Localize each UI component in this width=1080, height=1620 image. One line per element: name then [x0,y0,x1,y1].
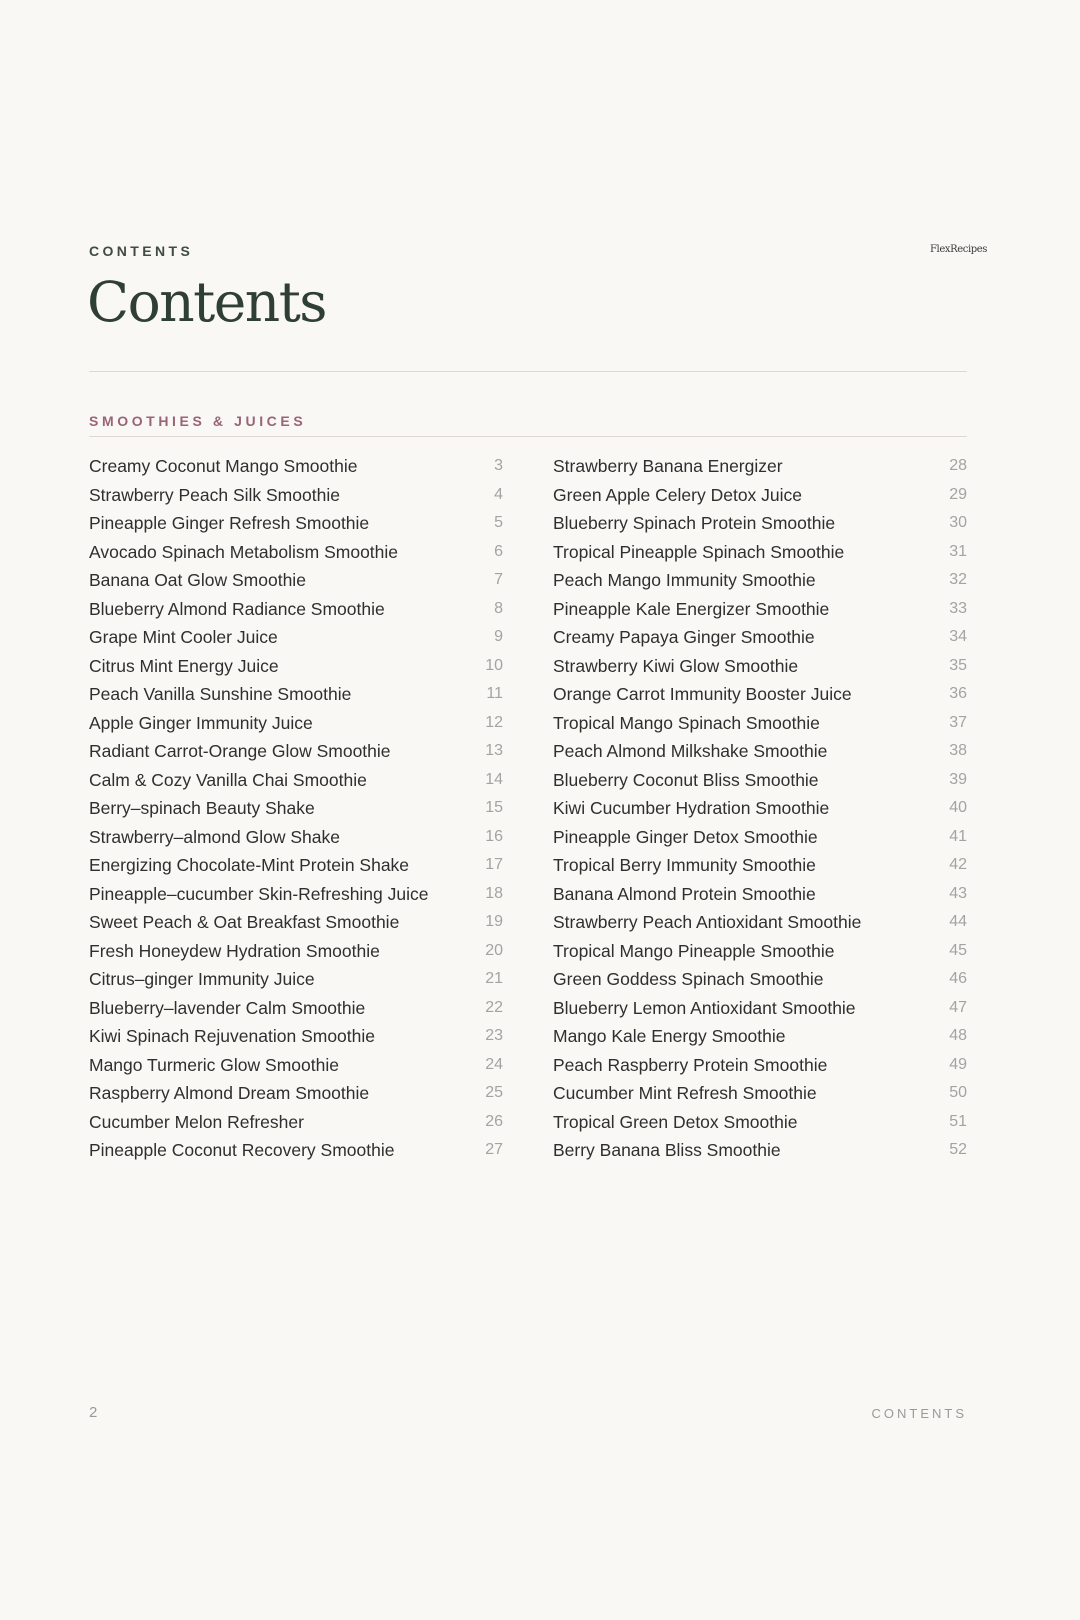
toc-entry-title: Blueberry Almond Radiance Smoothie [89,598,385,619]
toc-entry-page-number: 19 [485,913,503,930]
toc-entry[interactable] [553,1051,967,1080]
toc-entry[interactable] [553,851,967,880]
toc-entry-title: Peach Raspberry Protein Smoothie [553,1054,828,1075]
toc-entry-page-number: 20 [485,941,503,959]
section-divider [89,436,967,437]
toc-entry[interactable] [553,1022,967,1051]
footer-page-number: 2 [89,1404,98,1421]
toc-entry[interactable] [553,823,967,852]
toc-entry-title: Tropical Mango Pineapple Smoothie [553,940,835,961]
toc-entry-page-number: 12 [485,713,503,731]
toc-entry-page-number: 16 [485,827,503,845]
toc-entry-page-number: 18 [485,884,503,902]
toc-entry[interactable] [89,880,503,909]
toc-entry-title: Berry–spinach Beauty Shake [89,798,315,818]
toc-entry-page-number: 48 [949,1027,967,1044]
toc-entry-title: Mango Kale Energy Smoothie [553,1026,786,1046]
toc-entry[interactable] [89,652,503,681]
toc-entry-page-number: 38 [949,742,967,759]
toc-entry-title: Fresh Honeydew Hydration Smoothie [89,940,380,961]
toc-entry-page-number: 13 [485,742,503,759]
toc-entry[interactable] [89,823,503,852]
toc-entry[interactable] [89,851,503,880]
toc-entry-title: Calm & Cozy Vanilla Chai Smoothie [89,769,367,790]
toc-column-left [89,452,503,1165]
toc-entry-page-number: 6 [494,542,503,560]
toc-entry-page-number: 8 [494,599,503,617]
toc-entry-title: Sweet Peach & Oat Breakfast Smoothie [89,912,400,932]
toc-entry[interactable] [553,1079,967,1108]
toc-entry-title: Energizing Chocolate-Mint Protein Shake [89,855,410,875]
toc-entry-title: Kiwi Spinach Rejuvenation Smoothie [89,1026,375,1046]
toc-entry[interactable] [89,509,503,538]
toc-entry[interactable] [89,1051,503,1080]
page-title: Contents [87,270,327,334]
toc-entry-page-number: 14 [485,770,503,788]
toc-entry[interactable] [89,737,503,766]
toc-entry-page-number: 21 [485,970,503,987]
toc-entry-title: Mango Turmeric Glow Smoothie [89,1054,339,1075]
toc-entry-title: Pineapple Kale Energizer Smoothie [553,598,830,619]
toc-entry-title: Cucumber Mint Refresh Smoothie [553,1083,817,1103]
toc-entry-title: Banana Oat Glow Smoothie [89,570,306,590]
toc-entry-title: Blueberry Spinach Protein Smoothie [553,513,836,533]
toc-entry-title: Strawberry Kiwi Glow Smoothie [553,655,799,676]
toc-entry[interactable] [89,452,503,481]
toc-entry[interactable] [89,937,503,966]
toc-entry-title: Pineapple Coconut Recovery Smoothie [89,1140,395,1160]
toc-entry-page-number: 35 [949,656,967,674]
toc-entry-page-number: 3 [494,457,503,474]
toc-entry-title: Pineapple Ginger Refresh Smoothie [89,513,370,533]
toc-entry[interactable] [553,880,967,909]
toc-entry[interactable] [553,566,967,595]
toc-entry-page-number: 10 [485,656,503,674]
toc-entry-title: Pineapple Ginger Detox Smoothie [553,826,818,847]
toc-entry-page-number: 9 [494,628,503,645]
toc-entry-page-number: 46 [949,970,967,987]
toc-entry[interactable] [89,766,503,795]
toc-entry-page-number: 41 [949,827,967,845]
toc-entry-page-number: 26 [485,1112,503,1130]
toc-entry[interactable] [553,452,967,481]
toc-entry[interactable] [553,652,967,681]
toc-entry-page-number: 42 [949,856,967,873]
page-eyebrow: CONTENTS [89,243,194,259]
toc-entry[interactable] [89,1136,503,1165]
toc-entry-page-number: 43 [949,884,967,902]
toc-entry[interactable] [89,1108,503,1137]
toc-entry-title: Blueberry Lemon Antioxidant Smoothie [553,997,856,1018]
toc-entry[interactable] [89,965,503,994]
toc-entry[interactable] [553,680,967,709]
toc-entry[interactable] [89,908,503,937]
toc-entry-page-number: 39 [949,770,967,788]
toc-entry-title: Orange Carrot Immunity Booster Juice [553,684,852,704]
toc-entry-title: Banana Almond Protein Smoothie [553,883,816,904]
toc-entry-title: Creamy Coconut Mango Smoothie [89,456,358,476]
toc-entry-page-number: 27 [485,1141,503,1158]
toc-entry-page-number: 23 [485,1027,503,1044]
toc-entry-page-number: 33 [949,599,967,617]
toc-entry[interactable] [89,709,503,738]
toc-column-right [553,452,967,1165]
toc-entry[interactable] [553,1136,967,1165]
toc-entry-page-number: 44 [949,913,967,930]
toc-entry[interactable] [89,1079,503,1108]
toc-entry[interactable] [89,1022,503,1051]
toc-entry-title: Blueberry–lavender Calm Smoothie [89,997,366,1018]
toc-entry-page-number: 7 [494,571,503,588]
toc-entry-title: Cucumber Melon Refresher [89,1111,304,1132]
toc-entry-title: Apple Ginger Immunity Juice [89,712,313,733]
contents-page [87,0,987,1620]
toc-entry-page-number: 49 [949,1055,967,1073]
toc-entry-title: Citrus–ginger Immunity Juice [89,969,315,989]
toc-entry-title: Tropical Berry Immunity Smoothie [553,855,816,875]
toc-entry-title: Radiant Carrot-Orange Glow Smoothie [89,741,391,761]
toc-entry-page-number: 37 [949,713,967,731]
toc-entry-page-number: 17 [485,856,503,873]
toc-entry-title: Green Goddess Spinach Smoothie [553,969,824,989]
toc-entry-title: Avocado Spinach Metabolism Smoothie [89,541,399,562]
title-divider [89,371,967,372]
toc-entry[interactable] [553,509,967,538]
toc-entry[interactable] [553,766,967,795]
toc-entry-title: Green Apple Celery Detox Juice [553,484,803,505]
toc-entry[interactable] [553,481,967,510]
toc-entry-page-number: 47 [949,998,967,1016]
toc-entry-page-number: 45 [949,941,967,959]
toc-entry-page-number: 52 [949,1141,967,1158]
toc-entry-page-number: 40 [949,799,967,816]
toc-entry-page-number: 50 [949,1084,967,1101]
toc-entry-title: Strawberry Peach Silk Smoothie [89,484,340,505]
toc-entry-page-number: 36 [949,685,967,702]
toc-entry[interactable] [553,965,967,994]
toc-entry[interactable] [553,794,967,823]
toc-entry[interactable] [553,595,967,624]
toc-entry-title: Tropical Pineapple Spinach Smoothie [553,541,845,562]
toc-entry[interactable] [89,566,503,595]
toc-entry-page-number: 34 [949,628,967,645]
toc-entry[interactable] [553,709,967,738]
toc-entry-title: Pineapple–cucumber Skin-Refreshing Juice [89,883,429,904]
toc-entry-title: Strawberry–almond Glow Shake [89,826,340,847]
toc-entry[interactable] [89,623,503,652]
toc-entry-title: Strawberry Peach Antioxidant Smoothie [553,912,862,932]
toc-entry[interactable] [553,908,967,937]
toc-entry-title: Creamy Papaya Ginger Smoothie [553,627,815,647]
toc-entry[interactable] [553,937,967,966]
toc-entry[interactable] [553,623,967,652]
toc-entry[interactable] [553,538,967,567]
toc-entry-title: Strawberry Banana Energizer [553,456,783,476]
toc-entry-title: Blueberry Coconut Bliss Smoothie [553,769,819,790]
toc-entry[interactable] [553,1108,967,1137]
toc-entry-page-number: 30 [949,514,967,531]
toc-entry[interactable] [89,595,503,624]
toc-entry-page-number: 24 [485,1055,503,1073]
toc-entry[interactable] [553,994,967,1023]
toc-entry[interactable] [89,994,503,1023]
toc-entry-title: Kiwi Cucumber Hydration Smoothie [553,798,830,818]
toc-entry[interactable] [89,481,503,510]
toc-entry-page-number: 15 [485,799,503,816]
brand-logo: FlexRecipes [930,244,987,255]
toc-entry-page-number: 22 [485,998,503,1016]
toc-entry-page-number: 11 [486,685,503,702]
toc-entry-title: Peach Vanilla Sunshine Smoothie [89,684,352,704]
toc-entry-page-number: 51 [949,1112,967,1130]
toc-entry-title: Grape Mint Cooler Juice [89,627,278,647]
section-heading: SMOOTHIES & JUICES [89,413,307,429]
toc-entry-page-number: 32 [949,571,967,588]
toc-entry-title: Tropical Green Detox Smoothie [553,1111,798,1132]
footer-running-head: CONTENTS [871,1406,967,1421]
toc-entry-page-number: 29 [949,485,967,503]
toc-entry-title: Berry Banana Bliss Smoothie [553,1140,781,1160]
toc-entry[interactable] [89,538,503,567]
toc-entry-page-number: 5 [494,514,503,531]
toc-entry-title: Peach Mango Immunity Smoothie [553,570,816,590]
toc-entry-page-number: 31 [949,542,967,560]
toc-entry-page-number: 4 [494,485,503,503]
toc-entry[interactable] [553,737,967,766]
toc-entry-title: Raspberry Almond Dream Smoothie [89,1083,370,1103]
toc-entry-page-number: 25 [485,1084,503,1101]
toc-entry[interactable] [89,794,503,823]
toc-entry-title: Citrus Mint Energy Juice [89,655,279,676]
toc-entry-page-number: 28 [949,457,967,474]
toc-entry-title: Peach Almond Milkshake Smoothie [553,741,828,761]
toc-entry[interactable] [89,680,503,709]
toc-entry-title: Tropical Mango Spinach Smoothie [553,712,820,733]
